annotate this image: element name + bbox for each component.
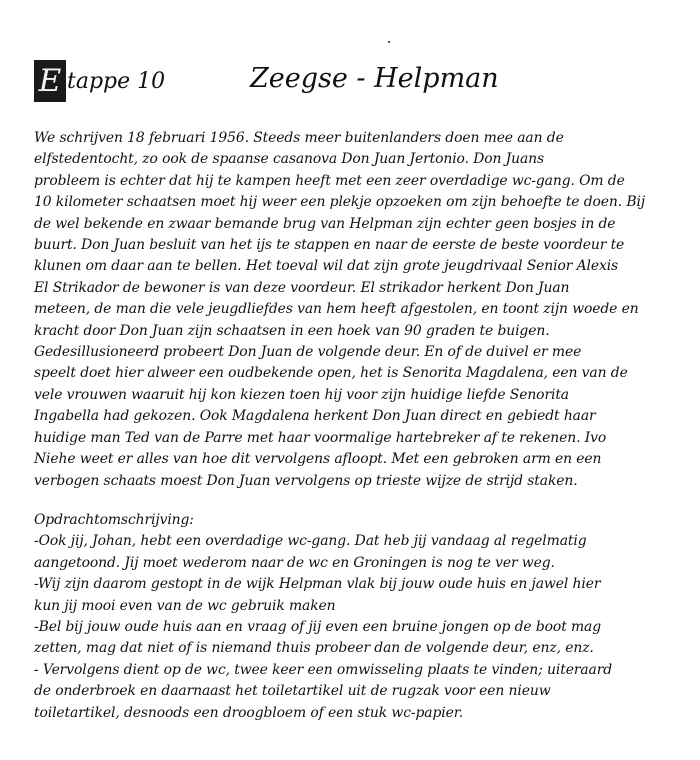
- assignment-heading: Opdrachtomschrijving:: [34, 512, 194, 528]
- story-line: Ingabella had gekozen. Ook Magdalena herkent Don Juan direct en gebiedt haar: [34, 408, 596, 425]
- story-line: speelt doet hier alweer een oudbekende open, het is Senorita Magdalena, een van de: [34, 365, 628, 382]
- story-line: huidige man Ted van de Parre met haar voormalige hartebreker af te rekenen. Ivo: [34, 429, 607, 446]
- stage-title: Zeegse - Helpman: [250, 63, 499, 94]
- story-line: elfstedentocht, zo ook de spaanse casanova Don Juan Jertonio. Don Juans: [34, 151, 545, 168]
- stage-dropcap: E: [34, 60, 66, 102]
- story-line: meteen, de man die vele jeugdliefdes van hem heeft afgestolen, en toont zijn woede en: [34, 301, 639, 318]
- assignment-line: aangetoond. Jij moet wederom naar de wc en Groningen is nog te ver weg.: [34, 554, 555, 571]
- story-line: We schrijven 18 februari 1956. Steeds meer buitenlanders doen mee aan de: [34, 130, 564, 146]
- assignment-line: de onderbroek en daarnaast het toiletartikel uit de rugzak voor een nieuw: [34, 683, 551, 700]
- story-line: vele vrouwen waaruit hij kon kiezen toen hij voor zijn huidige liefde Senorita: [34, 386, 569, 403]
- story-line: 10 kilometer schaatsen moet hij weer een plekje opzoeken om zijn behoefte te doen. Bij: [34, 194, 646, 211]
- assignment-line: - Vervolgens dient op de wc, twee keer een omwisseling plaats te vinden; uiteraard: [34, 661, 613, 678]
- story-line: de wel bekende en zwaar bemande brug van Helpman zijn echter geen bosjes in de: [34, 215, 616, 232]
- story-line: kracht door Don Juan zijn schaatsen in een hoek van 90 graden te buigen.: [34, 322, 550, 339]
- assignment-section: [34, 510, 659, 724]
- scan-speck: [388, 41, 390, 43]
- assignment-line: -Wij zijn daarom gestopt in de wijk Helpman vlak bij jouw oude huis en jawel hier: [34, 576, 601, 593]
- assignment-line: kun jij mooi even van de wc gebruik maken: [34, 597, 336, 614]
- assignment-line: toiletartikel, desnoods een droogbloem of een stuk wc-papier.: [34, 704, 464, 721]
- stage-header: [34, 60, 680, 108]
- stage-number: tappe 10: [67, 69, 166, 94]
- assignment-line: -Bel bij jouw oude huis aan en vraag of jij even een bruine jongen op de boot mag: [34, 619, 602, 636]
- story-line: Gedesillusioneerd probeert Don Juan de volgende deur. En of de duivel er mee: [34, 344, 582, 361]
- story-line: El Strikador de bewoner is van deze voordeur. El strikador herkent Don Juan: [34, 279, 570, 296]
- story-line: buurt. Don Juan besluit van het ijs te stappen en naar de eerste de beste voordeur te: [34, 237, 625, 254]
- assignment-line: zetten, mag dat niet of is niemand thuis probeer dan de volgende deur, enz, enz.: [34, 640, 594, 657]
- story-line: verbogen schaats moest Don Juan vervolgens op trieste wijze de strijd staken.: [34, 472, 578, 489]
- story-line: probleem is echter dat hij te kampen heeft met een zeer overdadige wc-gang. Om de: [34, 172, 625, 189]
- assignment-line: -Ook jij, Johan, hebt een overdadige wc-gang. Dat heb jij vandaag al regelmatig: [34, 533, 587, 550]
- story-paragraph: [34, 128, 644, 492]
- story-line: Niehe weet er alles van hoe dit vervolgens afloopt. Met een gebroken arm en een: [34, 451, 602, 468]
- story-line: klunen om daar aan te bellen. Het toeval wil dat zijn grote jeugdrivaal Senior Alexis: [34, 258, 619, 275]
